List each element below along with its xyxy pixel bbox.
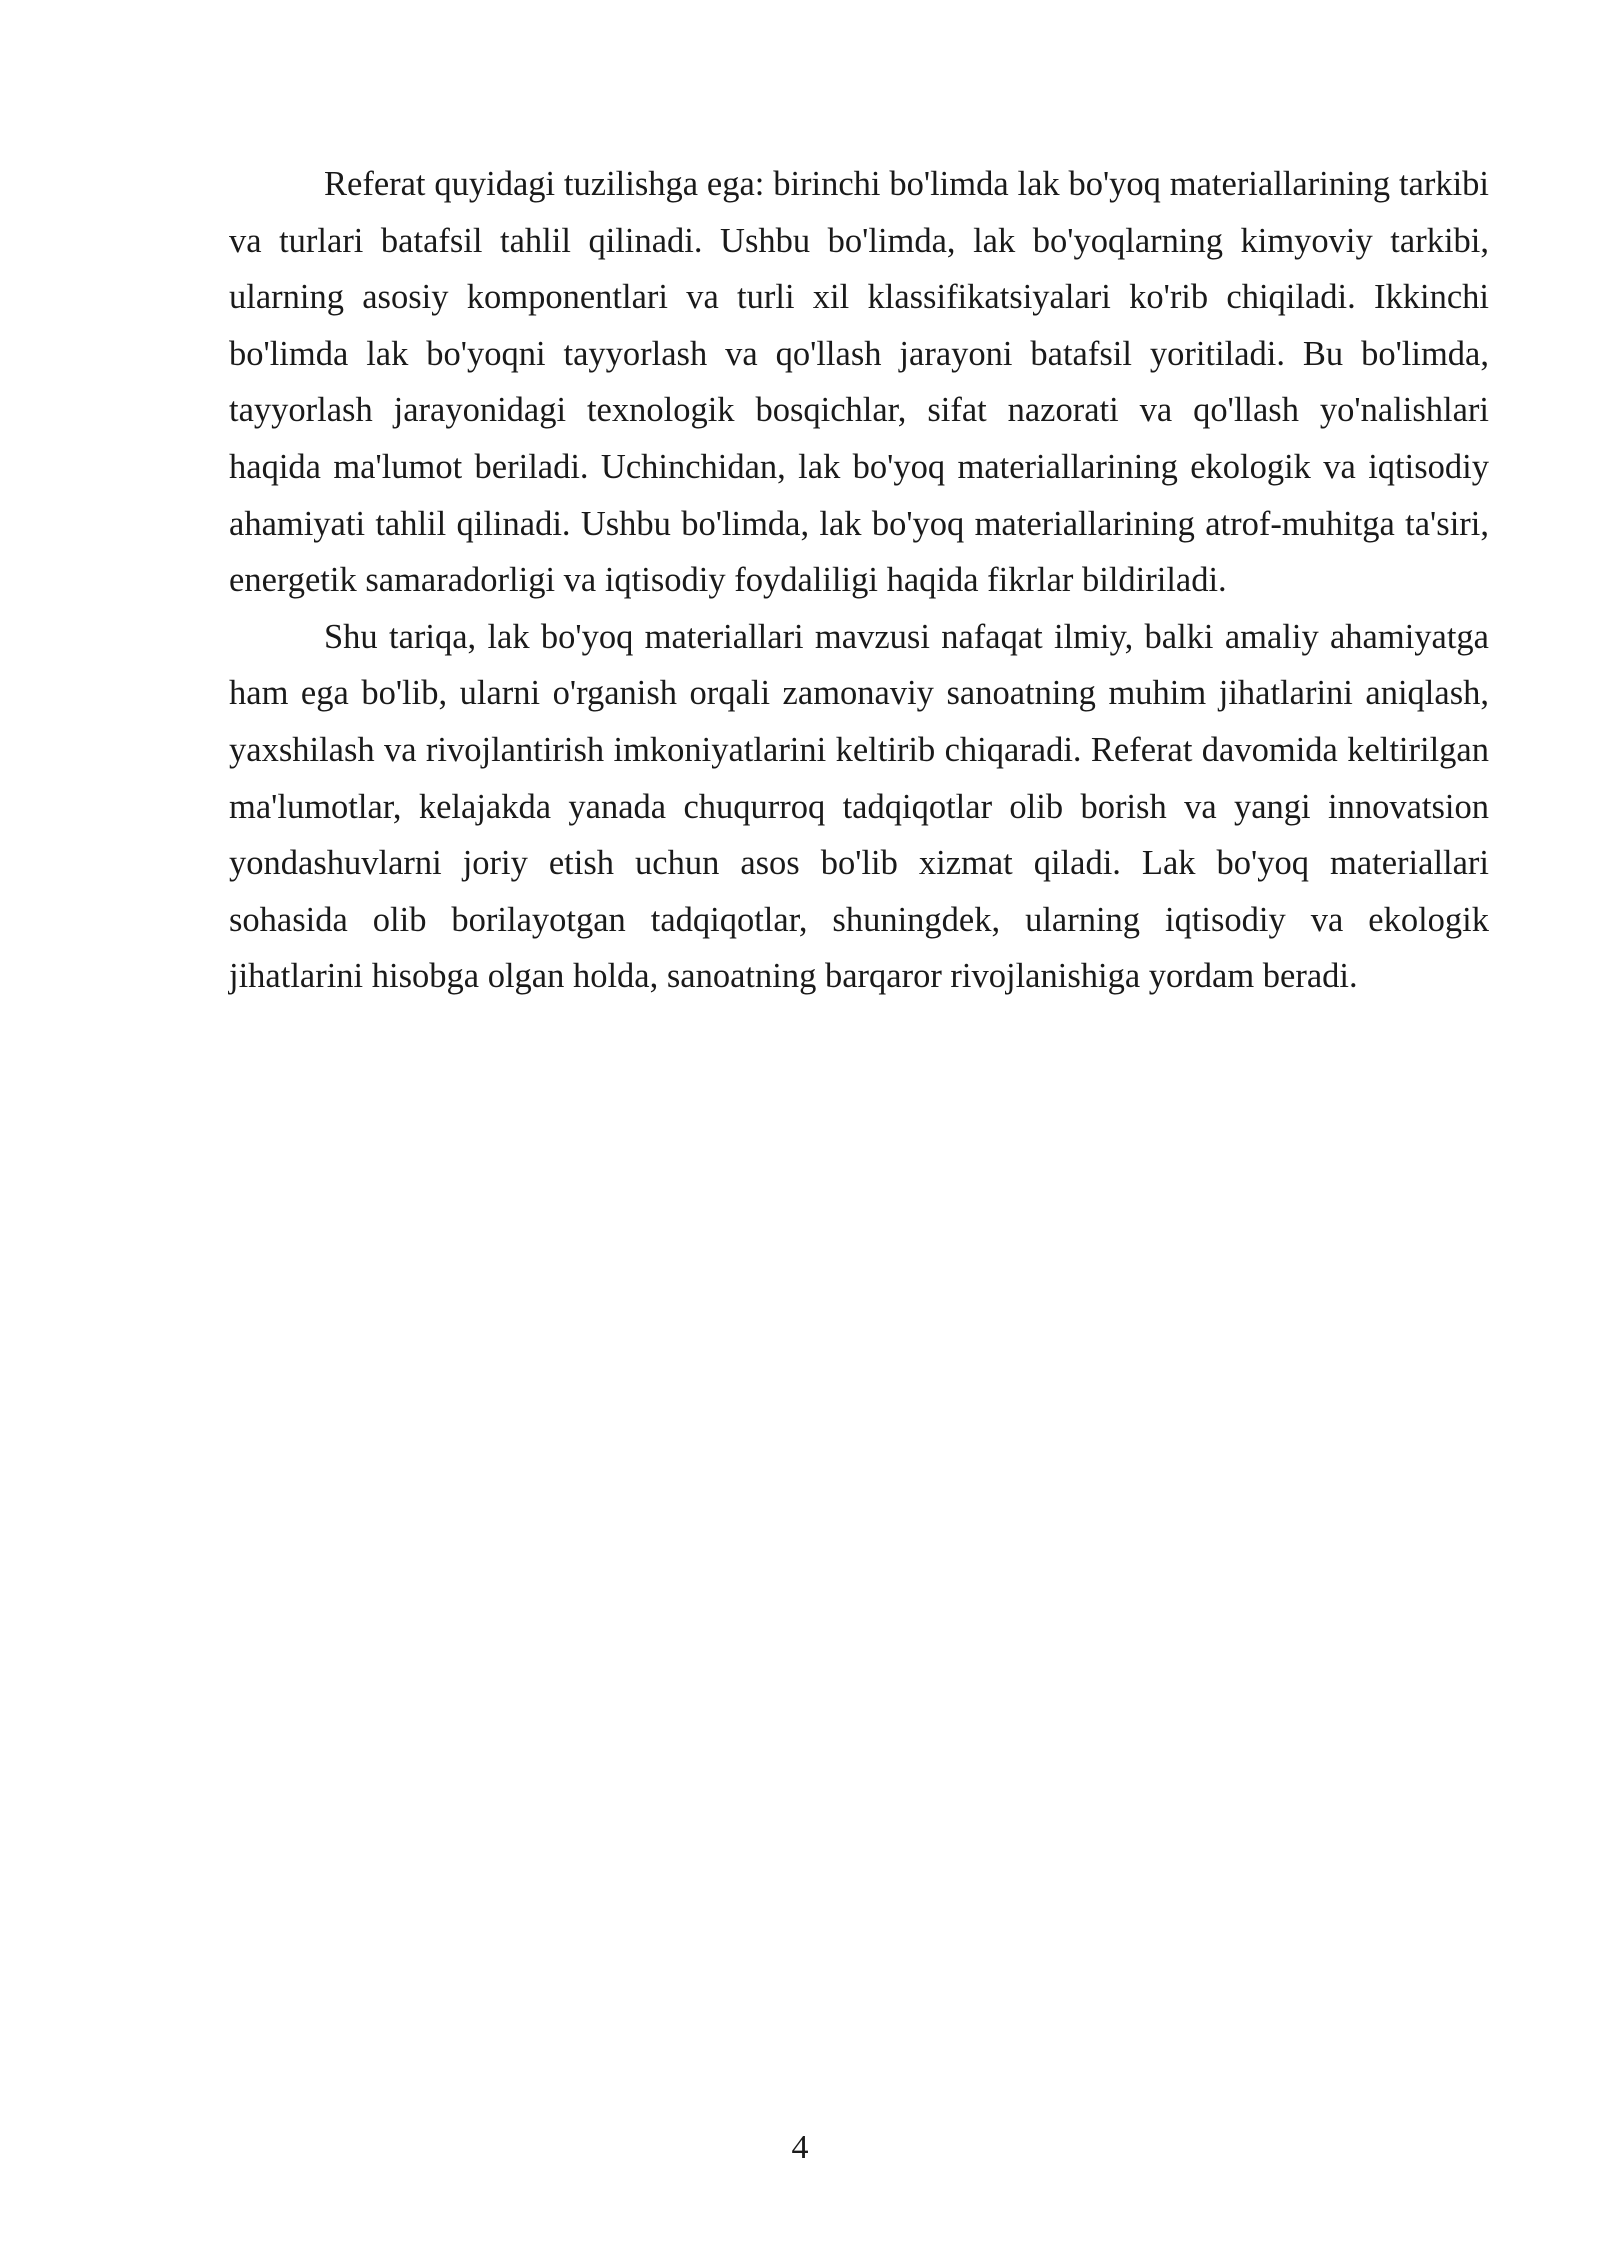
page-number: 4 — [791, 2129, 809, 2166]
page-content — [229, 156, 1489, 1005]
paragraph-structure: Referat quyidagi tuzilishga ega: birinchi bo'limda lak bo'yoq materiallarining tarkibi va turlari batafsil tahlil qilinadi. Ushbu bo'limda, lak bo'yoqlarning kimyoviy tarkibi, ularning asosiy komponentlari va turli xil klassifikatsiyalari ko'rib chiqiladi. Ikkinchi bo'limda lak bo'yoqni tayyorlash va qo'llash jarayoni batafsil yoritiladi. Bu bo'limda, tayyorlash jarayonidagi texnologik bosqichlar, sifat nazorati va qo'llash yo'nalishlari haqida ma'lumot beriladi. Uchinchidan, lak bo'yoq materiallarining ekologik va iqtisodiy ahamiyati tahlil qilinadi. Ushbu bo'limda, lak bo'yoq materiallarining atrof-muhitga ta'siri, energetik samaradorligi va iqtisodiy foydaliligi haqida fikrlar bildiriladi. — [229, 165, 1489, 600]
paragraph-conclusion: Shu tariqa, lak bo'yoq materiallari mavzusi nafaqat ilmiy, balki amaliy ahamiyatga ham ega bo'lib, ularni o'rganish orqali zamonaviy sanoatning muhim jihatlarini aniqlash, yaxshilash va rivojlantirish imkoniyatlarini keltirib chiqaradi. Referat davomida keltirilgan ma'lumotlar, kelajakda yanada chuqurroq tadqiqotlar olib borish va yangi innovatsion yondashuvlarni joriy etish uchun asos bo'lib xizmat qiladi. Lak bo'yoq materiallari sohasida olib borilayotgan tadqiqotlar, shuningdek, ularning iqtisodiy va ekologik jihatlarini hisobga olgan holda, sanoatning barqaror rivojlanishiga yordam beradi. — [229, 617, 1489, 996]
